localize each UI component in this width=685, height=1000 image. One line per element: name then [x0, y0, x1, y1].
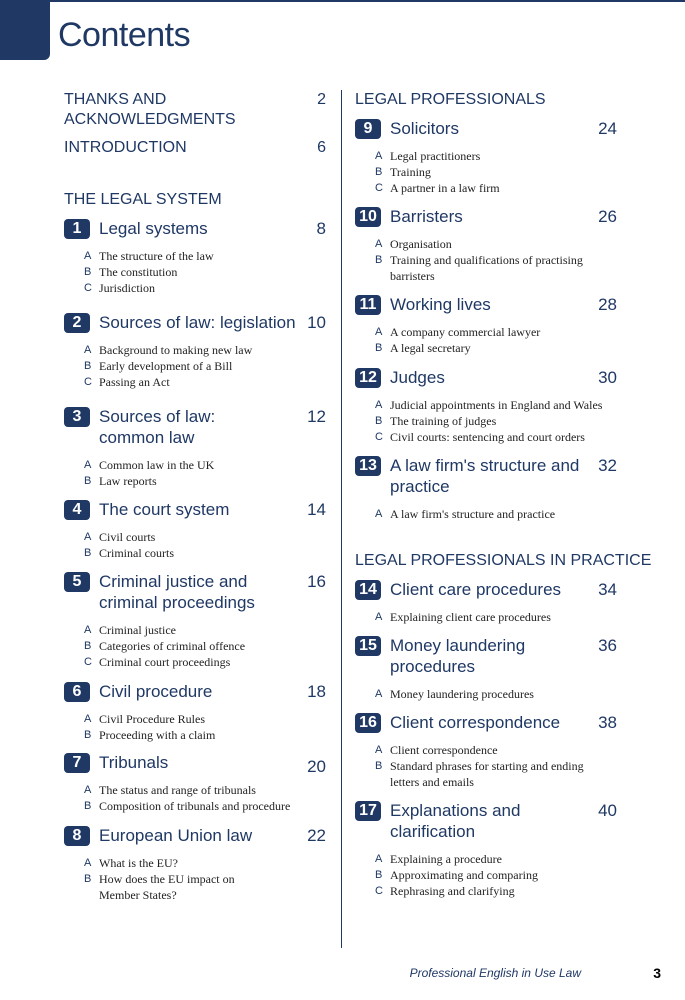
- unit-heading: [64, 499, 326, 520]
- subtopic-list: [375, 148, 617, 196]
- unit-page: 28: [598, 295, 617, 314]
- unit-title: European Union law: [99, 826, 253, 845]
- unit-title: Judges: [390, 368, 445, 387]
- unit-page: 38: [598, 713, 617, 732]
- unit-heading: [64, 752, 326, 776]
- unit-number: 3: [64, 407, 90, 427]
- subtopic-list: [84, 457, 326, 489]
- subtopic: C Passing an Act: [84, 375, 170, 389]
- unit-title: The court system: [99, 500, 230, 519]
- subtopic-list: [375, 324, 617, 356]
- unit-page: 40: [598, 801, 617, 820]
- unit-2[interactable]: [64, 312, 326, 390]
- unit-number: 12: [355, 368, 381, 388]
- subtopic: B The constitution: [84, 265, 178, 279]
- subtopic: B Training: [375, 165, 431, 179]
- unit-page: 10: [307, 313, 326, 332]
- subtopic: A A law firm's structure and practice: [375, 507, 556, 521]
- subtopic: B Early development of a Bill: [84, 359, 233, 373]
- subtopic-list: [84, 342, 326, 390]
- subtopic: B Categories of criminal offence: [84, 639, 246, 653]
- unit-heading: [355, 455, 617, 497]
- subtopic: B Approximating and comparing: [375, 868, 538, 882]
- entry-page: 6: [317, 139, 326, 156]
- unit-title: Working lives: [390, 295, 491, 314]
- unit-heading: [355, 635, 617, 677]
- subtopic-list: [84, 622, 326, 670]
- subtopic-list: [375, 506, 617, 522]
- unit-number: 14: [355, 580, 381, 600]
- unit-title: Sources of law: common law: [99, 407, 216, 447]
- subtopic-list: [375, 742, 615, 790]
- unit-14[interactable]: [355, 579, 617, 625]
- unit-page: 16: [307, 572, 326, 591]
- unit-number: 9: [355, 119, 381, 139]
- subtopic: B Criminal courts: [84, 546, 174, 560]
- unit-title: Criminal justice and criminal proceedings: [99, 572, 255, 612]
- unit-15[interactable]: [355, 635, 617, 702]
- subtopic: A The status and range of tribunals: [84, 783, 256, 797]
- unit-number: 8: [64, 826, 90, 846]
- subtopic: A Criminal justice: [84, 623, 176, 637]
- subtopic: A Explaining client care procedures: [375, 610, 551, 624]
- subtopic: A A company commercial lawyer: [375, 325, 541, 339]
- unit-number: 15: [355, 636, 381, 656]
- toc-entry-introduction[interactable]: [64, 138, 326, 158]
- title-tab: [0, 0, 50, 60]
- subtopic: B Law reports: [84, 474, 157, 488]
- unit-title: Civil procedure: [99, 682, 213, 701]
- unit-title: Solicitors: [390, 119, 459, 138]
- unit-page: 12: [307, 407, 326, 426]
- section-heading-legal-system: THE LEGAL SYSTEM: [64, 191, 222, 208]
- column-divider: [341, 90, 342, 948]
- page-number: 3: [653, 965, 661, 981]
- entry-title: INTRODUCTION: [64, 139, 187, 156]
- unit-page: 8: [316, 219, 326, 238]
- subtopic: A Money laundering procedures: [375, 687, 534, 701]
- entry-title: THANKS AND ACKNOWLEDGMENTS: [64, 91, 236, 128]
- subtopic: A Organisation: [375, 237, 452, 251]
- subtopic-list: [84, 782, 326, 814]
- unit-title: Money laundering procedures: [390, 636, 526, 676]
- unit-3[interactable]: [64, 406, 326, 489]
- subtopic: A What is the EU?: [84, 856, 178, 870]
- book-title-footer: Professional English in Use Law: [409, 966, 581, 980]
- unit-page: 36: [598, 636, 617, 655]
- unit-title: Explanations and clarification: [390, 801, 521, 841]
- unit-heading: [64, 406, 326, 448]
- subtopic-list: [375, 397, 625, 445]
- unit-number: 4: [64, 500, 90, 520]
- unit-heading: [64, 312, 326, 333]
- subtopic: C Rephrasing and clarifying: [375, 884, 515, 898]
- unit-heading: [64, 681, 326, 702]
- unit-number: 13: [355, 456, 381, 476]
- section-heading-in-practice: LEGAL PROFESSIONALS IN PRACTICE: [355, 552, 652, 569]
- unit-number: 16: [355, 713, 381, 733]
- subtopic-list: [84, 529, 326, 561]
- unit-number: 6: [64, 682, 90, 702]
- subtopic: A Explaining a procedure: [375, 852, 502, 866]
- unit-page: 26: [598, 207, 617, 226]
- subtopic: C A partner in a law firm: [375, 181, 500, 195]
- section-heading-legal-professionals: LEGAL PROFESSIONALS: [355, 91, 546, 108]
- subtopic-list: [375, 686, 617, 702]
- unit-9[interactable]: [355, 118, 617, 196]
- unit-1[interactable]: [64, 218, 326, 296]
- subtopic: B Proceeding with a claim: [84, 728, 216, 742]
- unit-page: 32: [598, 456, 617, 475]
- unit-heading: [355, 118, 617, 139]
- unit-number: 1: [64, 219, 90, 239]
- unit-title: Client care procedures: [390, 580, 562, 599]
- subtopic-list: [84, 711, 326, 743]
- unit-page: 24: [598, 119, 617, 138]
- unit-title: Tribunals: [99, 753, 169, 772]
- subtopic: A Client correspondence: [375, 743, 498, 757]
- unit-8[interactable]: [64, 825, 326, 903]
- unit-page: 14: [307, 500, 326, 519]
- unit-heading: [355, 294, 617, 315]
- unit-title: Barristers: [390, 207, 463, 226]
- subtopic: B Standard phrases for starting and ending letters and emails: [375, 759, 584, 789]
- unit-heading: [64, 218, 326, 239]
- unit-number: 10: [355, 207, 381, 227]
- subtopic: A Civil courts: [84, 530, 156, 544]
- unit-number: 7: [64, 753, 90, 773]
- unit-number: 5: [64, 572, 90, 592]
- subtopic: B A legal secretary: [375, 341, 471, 355]
- subtopic: B How does the EU impact on Member States?: [84, 872, 235, 902]
- toc-entry-thanks[interactable]: [64, 90, 326, 130]
- unit-number: 11: [355, 295, 381, 315]
- subtopic: A Civil Procedure Rules: [84, 712, 205, 726]
- unit-page: 22: [307, 826, 326, 845]
- unit-16[interactable]: [355, 712, 617, 790]
- unit-17[interactable]: [355, 800, 617, 899]
- subtopic: A Legal practitioners: [375, 149, 481, 163]
- subtopic: C Jurisdiction: [84, 281, 155, 295]
- unit-heading: [355, 712, 617, 733]
- subtopic: B Training and qualifications of practising barristers: [375, 253, 583, 283]
- unit-page: 30: [598, 368, 617, 387]
- unit-6[interactable]: [64, 681, 326, 743]
- page-title: Contents: [58, 16, 191, 54]
- unit-number: 2: [64, 313, 90, 333]
- unit-page: 20: [307, 757, 326, 776]
- unit-heading: [355, 800, 617, 842]
- subtopic-list: [375, 236, 615, 284]
- unit-heading: [64, 571, 326, 613]
- subtopic: A Common law in the UK: [84, 458, 215, 472]
- unit-title: A law firm's structure and practice: [390, 456, 580, 496]
- subtopic-list: [375, 609, 617, 625]
- subtopic: A Judicial appointments in England and Wales: [375, 398, 603, 412]
- unit-title: Client correspondence: [390, 713, 561, 732]
- unit-10[interactable]: [355, 206, 617, 284]
- unit-5[interactable]: [64, 571, 326, 670]
- entry-page: 2: [317, 91, 326, 108]
- unit-11[interactable]: [355, 294, 617, 356]
- unit-page: 34: [598, 580, 617, 599]
- header-rule: [0, 0, 685, 2]
- subtopic-list: [84, 248, 326, 296]
- unit-heading: [355, 367, 617, 388]
- subtopic: B Composition of tribunals and procedure: [84, 799, 291, 813]
- unit-4[interactable]: [64, 499, 326, 561]
- subtopic-list: [84, 855, 274, 903]
- unit-13[interactable]: [355, 455, 617, 522]
- unit-12[interactable]: [355, 367, 617, 445]
- unit-7[interactable]: [64, 752, 326, 814]
- subtopic: A Background to making new law: [84, 343, 253, 357]
- unit-heading: [355, 206, 617, 227]
- unit-heading: [355, 579, 617, 600]
- unit-title: Legal systems: [99, 219, 208, 238]
- subtopic: C Civil courts: sentencing and court orders: [375, 430, 585, 444]
- unit-page: 18: [307, 682, 326, 701]
- subtopic-list: [375, 851, 617, 899]
- subtopic: C Criminal court proceedings: [84, 655, 231, 669]
- unit-heading: [64, 825, 326, 846]
- unit-number: 17: [355, 801, 381, 821]
- subtopic: B The training of judges: [375, 414, 497, 428]
- unit-title: Sources of law: legislation: [99, 313, 296, 332]
- subtopic: A The structure of the law: [84, 249, 214, 263]
